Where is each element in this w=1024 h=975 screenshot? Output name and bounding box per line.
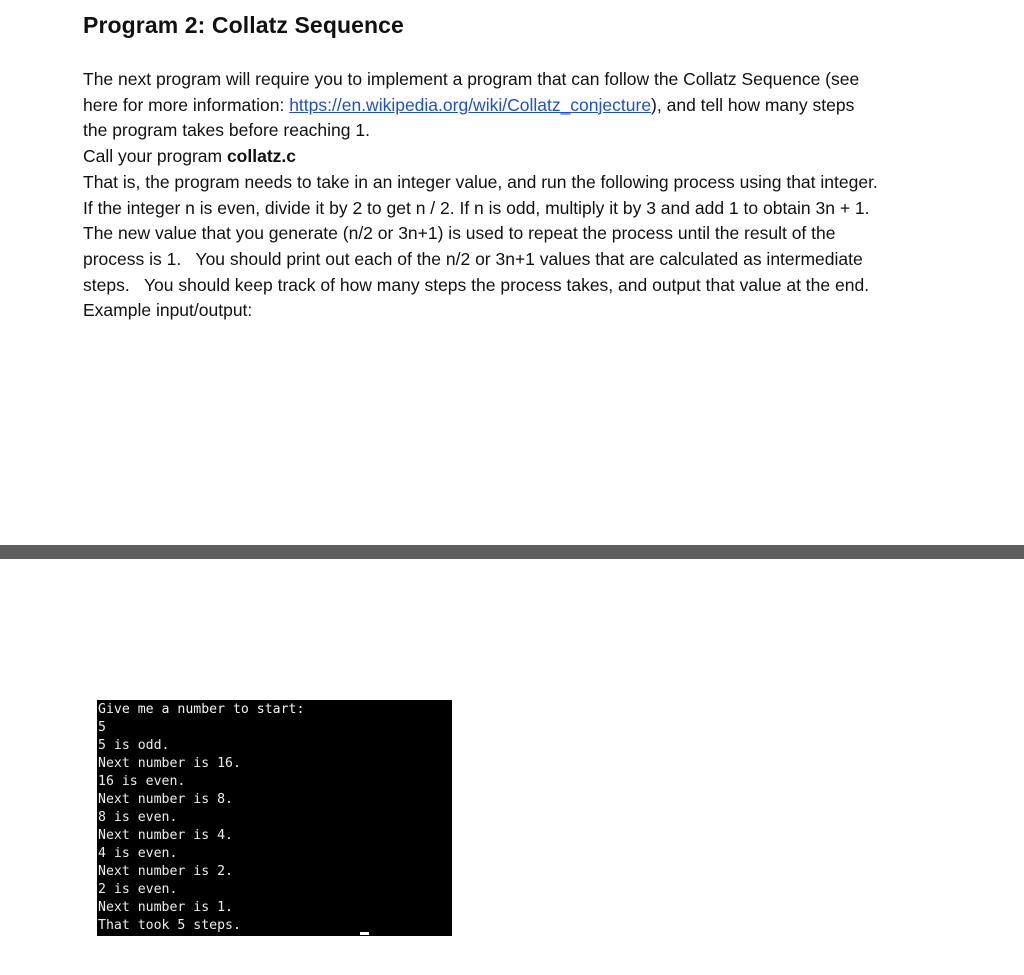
description-line-2	[83, 93, 983, 119]
terminal-line: Next number is 1.	[98, 900, 233, 915]
description-line-6: If the integer n is even, divide it by 2 to get n / 2. If n is odd, multiply it by 3 and add 1 to obtain 3n + 1.	[83, 197, 870, 218]
description-line-7: The new value that you generate (n/2 or 3n+1) is used to repeat the process until the result of the	[83, 223, 836, 244]
description-line-4	[83, 144, 983, 170]
terminal-line: Next number is 8.	[98, 792, 233, 807]
description-line-5: That is, the program needs to take in an integer value, and run the following process using that integer.	[83, 171, 878, 192]
terminal-left-edge	[85, 700, 97, 936]
terminal-line: Next number is 16.	[98, 756, 241, 771]
terminal-screenshot	[85, 700, 452, 936]
terminal-line: Give me a number to start:	[98, 702, 305, 717]
wikipedia-link[interactable]: https://en.wikipedia.org/wiki/Collatz_conjecture	[289, 94, 652, 115]
terminal-line: That took 5 steps.	[98, 918, 241, 933]
terminal-line: 8 is even.	[98, 810, 178, 825]
terminal-output	[98, 701, 448, 935]
assignment-description	[83, 67, 983, 324]
call-program-text: Call your program	[83, 146, 227, 167]
terminal-line: 5	[98, 720, 106, 735]
terminal-line: 2 is even.	[98, 882, 178, 897]
info-suffix-text: ), and tell how many steps	[651, 94, 855, 115]
description-line-3: the program takes before reaching 1.	[83, 120, 370, 141]
description-line-8: process is 1. You should print out each of the n/2 or 3n+1 values that are calculated as intermediate	[83, 248, 863, 269]
description-line-1: The next program will require you to implement a program that can follow the Collatz Sequence (see	[83, 69, 860, 89]
program-filename: collatz.c	[226, 146, 297, 167]
example-heading: Example input/output:	[83, 300, 253, 321]
terminal-line: 5 is odd.	[98, 738, 170, 753]
page-separator	[0, 545, 1024, 559]
terminal-line: Next number is 4.	[98, 828, 233, 843]
text-cursor-icon	[360, 932, 369, 935]
terminal-line: 4 is even.	[98, 846, 178, 861]
terminal-line: 16 is even.	[98, 774, 186, 789]
info-prefix-text: here for more information:	[83, 94, 290, 115]
terminal-line: Next number is 2.	[98, 864, 233, 879]
description-line-9: steps. You should keep track of how many steps the process takes, and output that value at the end.	[83, 274, 870, 295]
page-title: Program 2: Collatz Sequence	[83, 12, 404, 38]
